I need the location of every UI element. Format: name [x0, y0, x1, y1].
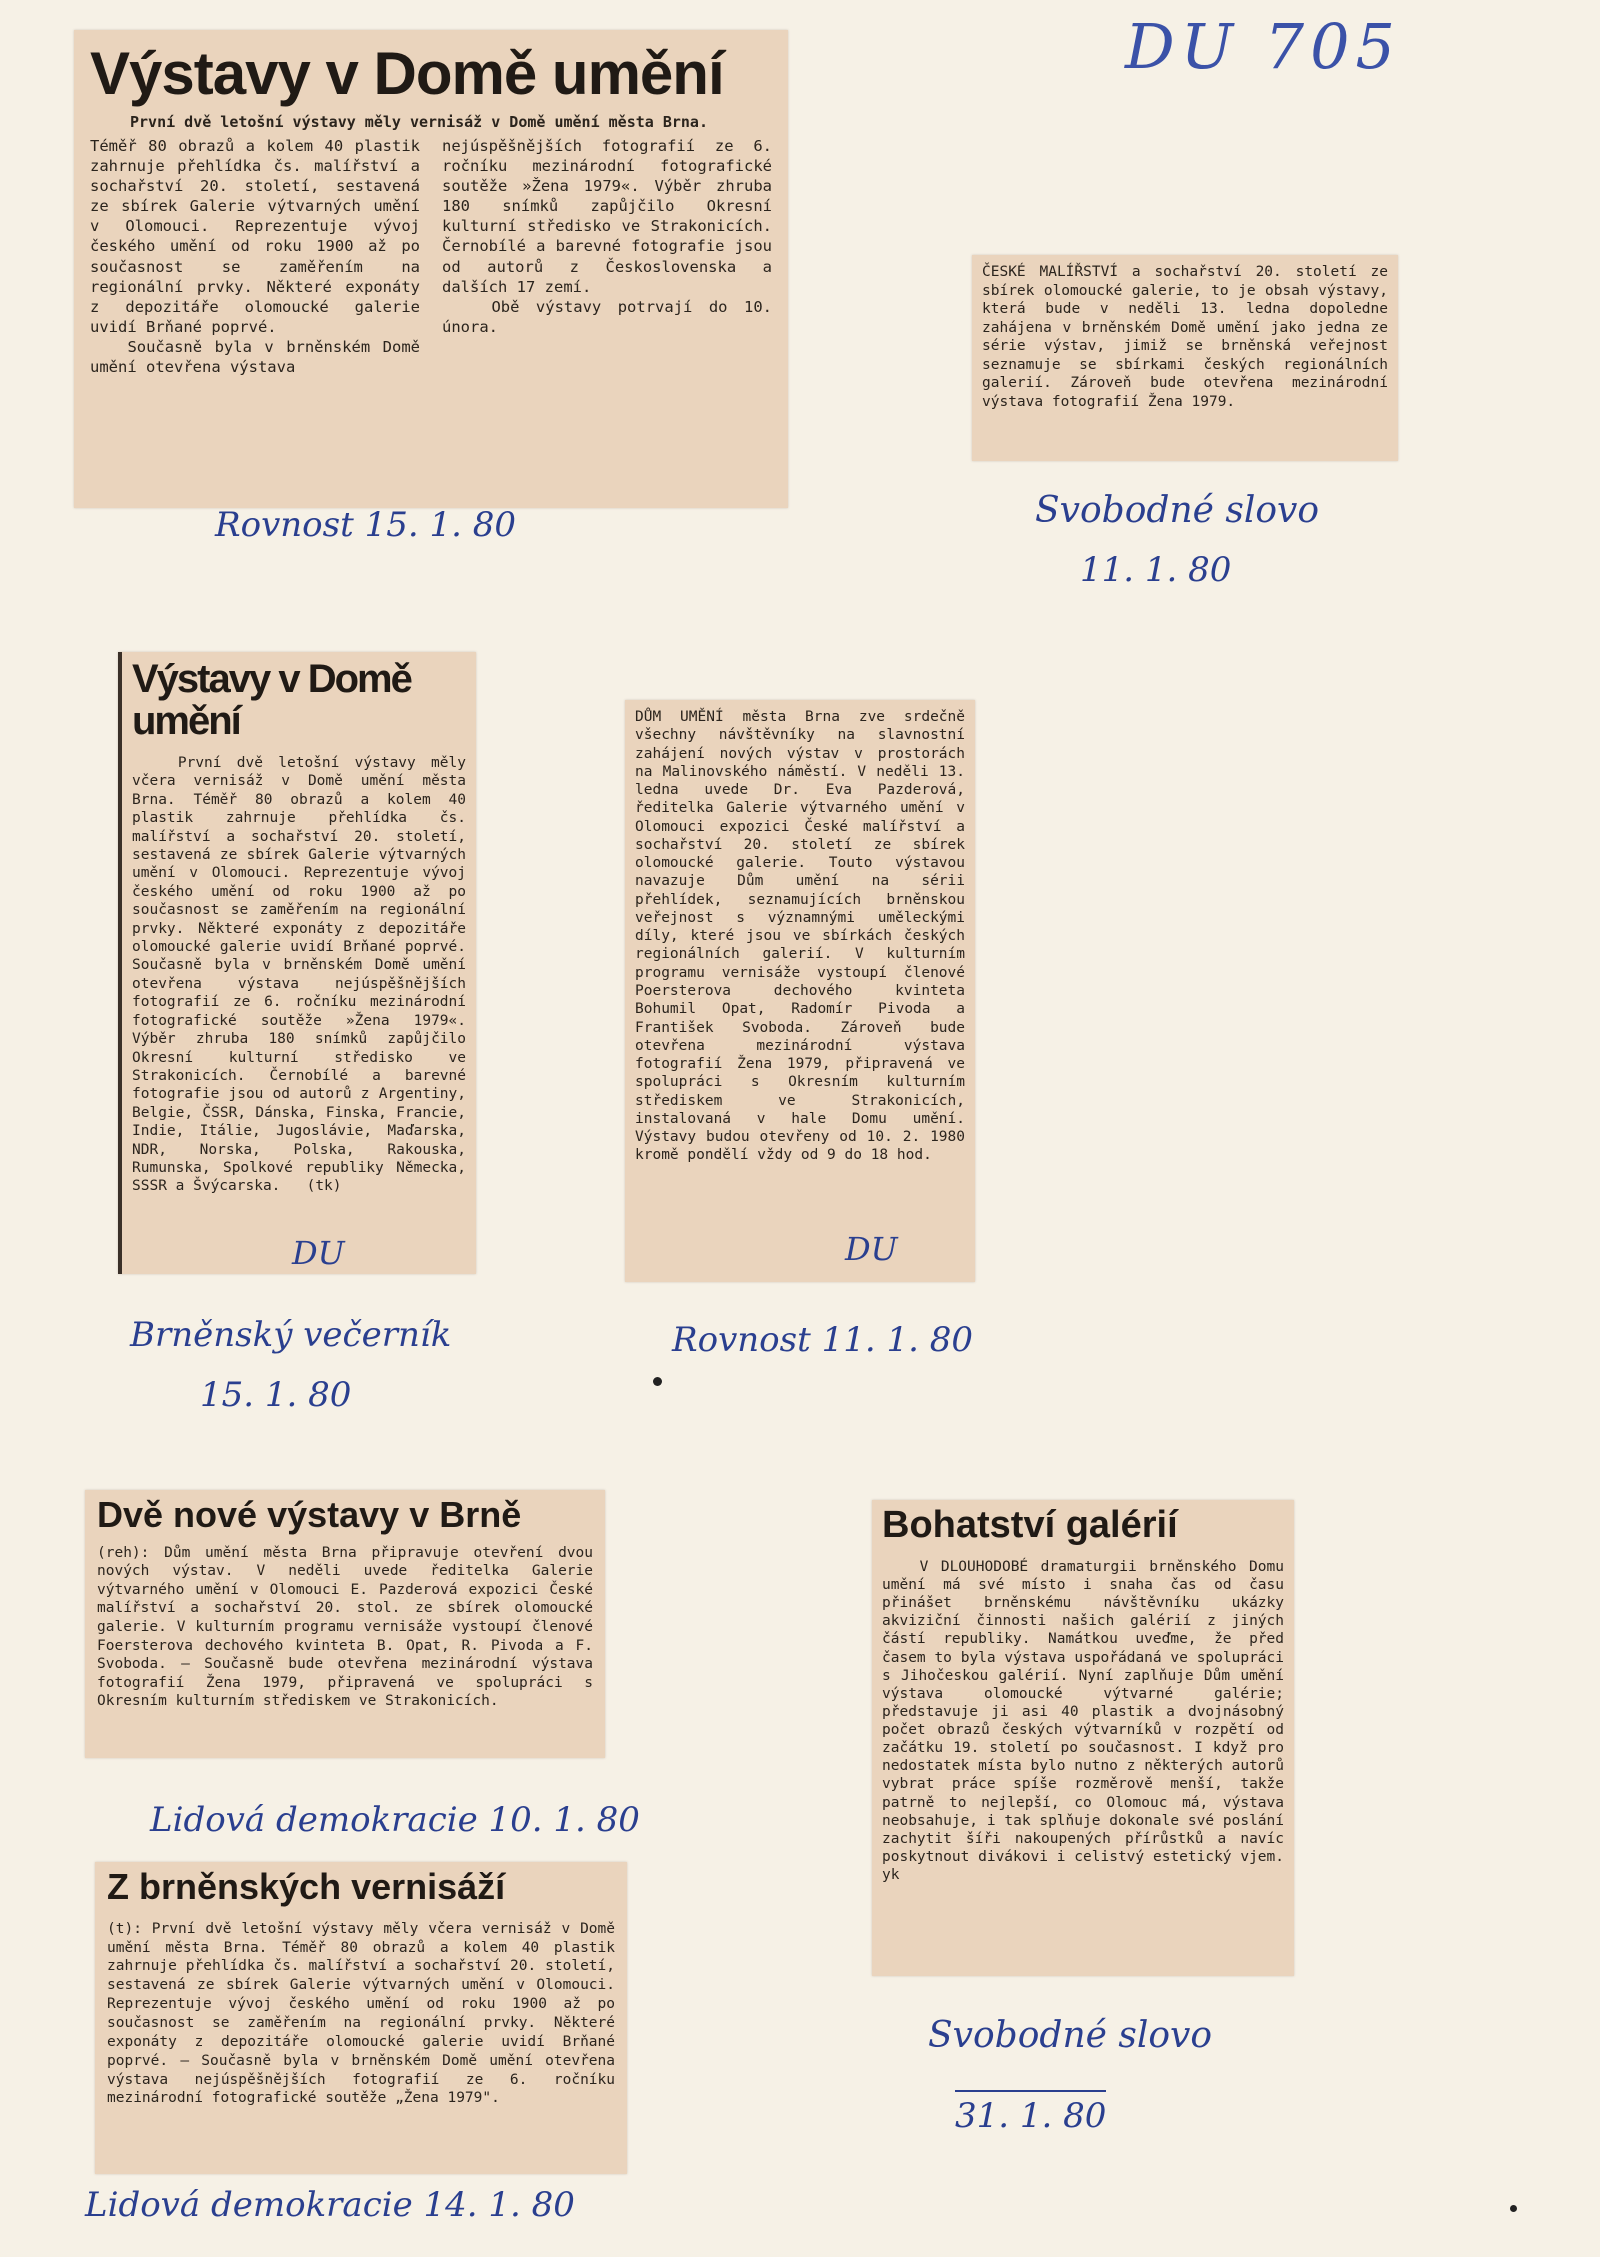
- handwritten-initials: DU: [292, 1234, 345, 1272]
- clipping-column-2: nejúspěšnějších fotografií ze 6. ročníku mezinárodní fotografické soutěže »Žena 1979«. Výběr zhruba 180 snímků zapůjčilo Okresní kulturní středisko ve Strakonicích. Černobílé a barevné fotografie jsou od autorů z Československa a dalších 17 zemí. Obě výstavy potrvají do 10. února.: [442, 136, 772, 337]
- clipping-headline: Výstavy v Domě umění: [90, 40, 724, 107]
- handwritten-source-note: Rovnost 15. 1. 80: [215, 505, 516, 545]
- paper-mark: [1510, 2205, 1517, 2212]
- handwritten-initials: DU: [845, 1230, 898, 1268]
- clipping-rovnost-15-1: [74, 30, 788, 508]
- handwritten-date-note: 31. 1. 80: [955, 2090, 1106, 2136]
- handwritten-source-note: Lidová demokracie 14. 1. 80: [85, 2185, 575, 2225]
- clipping-text: ČESKÉ MALÍŘSTVÍ a sochařství 20. století ze sbírek olomoucké galerie, to je obsah výstavy, která bude v neděli 13. ledna dopoledne zahájena v brněnském Domě umění jako jedna ze série výstav, jimiž se brněnská veřejnost seznamuje se sbírkami českých regionálních galerií. Zároveň bude otevřena mezinárodní výstava fotografií Žena 1979.: [982, 264, 1397, 410]
- handwritten-date-note: 11. 1. 80: [1080, 550, 1232, 590]
- clipping-text: (reh): Dům umění města Brna připravuje otevření dvou nových výstav. V neděli uvede ředitelka Galerie výtvarného umění v Olomouci E. Pazderová expozici České malířství a sochařství 20. stol. ze sbírek olomoucké galerie. V kulturním programu vernisáže vystoupí členové Foersterova dechového kvinteta B. Opat, R. Pivoda a F. Svoboda. — Současně bude otevřena mezinárodní výstava fotografií Žena 1979, připravená ve spolupráci s Okresním kulturním střediskem ve Strakonicích.: [97, 1544, 602, 1710]
- handwritten-source-note: Brněnský večerník: [130, 1315, 452, 1355]
- clipping-headline: Z brněnských vernisáží: [107, 1866, 506, 1907]
- clipping-text: První dvě letošní výstavy měly včera vernisáž v Domě umění města Brna. Téměř 80 obrazů a kolem 40 plastik zahrnuje přehlídka čs. malířství a sochařství 20. století, sestavená ze sbírek Galerie výtvarných umění v Olomouci. Reprezentuje vývoj českého umění od roku 1900 až po současnost se zaměřením na regionální prvky. Některé exponáty z depozitáře olomoucké galerie uvidí Brňané poprvé. Současně byla v brněnském Domě umění otevřena výstava nejúspěšnějších fotografií ze 6. ročníku mezinárodní fotografické soutěže »Žena 1979«. Výběr zhruba 180 snímků zapůjčilo Okresní kulturní středisko ve Strakonicích. Černobílé a barevné fotografie jsou od autorů z Argentiny, Belgie, ČSSR, Dánska, Finska, Francie, Indie, Itálie, Jugoslávie, Maďarska, NDR, Norska, Polska, Rakouska, Rumunska, Spolkové republiky Německa, SSSR a Švýcarska. (tk): [132, 755, 475, 1195]
- paper-mark: [653, 1377, 662, 1386]
- clipping-svobodne-slovo-31-1: [872, 1500, 1311, 1976]
- clipping-text: DŮM UMĚNÍ města Brna zve srdečně všechny návštěvníky na slavnostní zahájení nových výstav v prostorách na Malinovského náměstí. V neděli 13. ledna uvede Dr. Eva Pazderová, ředitelka Galerie výtvarného umění v Olomouci expozici České malířství a sochařství 20. století ze sbírek olomoucké galerie. Touto výstavou navazuje Dům umění na sérii přehlídek, seznamujících brněnskou veřejnost s významnými uměleckými díly, které jsou ve sbírkách českých regionálních galerií. V kulturním programu vernisáže vystoupí členové Poersterova dechového kvinteta Bohumil Opat, Radomír Pivoda a František Svoboda. Zároveň bude otevřena mezinárodní výstava fotografií Žena 1979, připravená ve spolupráci s Okresním kulturním střediskem ve Strakonicích, instalovaná v hale Domu umění. Výstavy budou otevřeny od 10. 2. 1980 kromě pondělí vždy od 9 do 18 hod.: [635, 709, 974, 1164]
- clipping-column-1: Téměř 80 obrazů a kolem 40 plastik zahrnuje přehlídka čs. malířství a sochařství 20. století, sestavená ze sbírek Galerie výtvarných umění v Olomouci. Reprezentuje vývoj českého umění od roku 1900 až po současnost se zaměřením na regionální prvky. Některé exponáty z depozitáře olomoucké galerie uvidí Brňané poprvé. Současně byla v brněnském Domě umění otevřena výstava: [90, 136, 420, 377]
- clipping-headline: Výstavy v Domě umění: [132, 657, 411, 743]
- clipping-svobodne-slovo-11-1: [972, 255, 1398, 461]
- clipping-text: V DLOUHODOBÉ dramaturgii brněnského Domu umění má své místo i snaha čas od času přinášet brněnskému návštěvníku ukázky akviziční činnosti našich galérií z jiných částí republiky. Namátkou uveďme, že před časem to byla výstava uspořádaná ve spolupráci s Jihočeskou galérií. Nyní zaplňuje Dům umění výstava olomoucké výtvarné galérie; představuje ji asi 40 plastik a dvojnásobný počet obrazů českých výtvarníků v rozpětí od začátku 19. století po současnost. I když pro nedostatek místa bylo nutno z některých autorů vybrat práce spíše rozměrově menší, takže patrně to nejlepší, co Olomouc má, výstava neobsahuje, i tak splňuje dokonale své poslání zachytit šíři nakoupených přírůstků a navíc poskytnout divákovi i celistvý estetický vjem. yk: [882, 1558, 1311, 1884]
- clipping-lidova-demokracie-10-1: [85, 1490, 605, 1758]
- clipping-rovnost-11-1: [625, 700, 975, 1282]
- handwritten-source-note: Svobodné slovo: [928, 2015, 1213, 2056]
- clipping-lead: První dvě letošní výstavy měly vernisáž v Domě umění města Brna.: [130, 113, 708, 131]
- clipping-columns: [90, 136, 772, 378]
- handwritten-source-note: Lidová demokracie 10. 1. 80: [150, 1800, 640, 1840]
- clipping-headline: Bohatství galérií: [882, 1504, 1178, 1546]
- clipping-headline: Dvě nové výstavy v Brně: [97, 1494, 522, 1535]
- handwritten-date-note: 15. 1. 80: [200, 1375, 352, 1415]
- clipping-lidova-demokracie-14-1: [95, 1862, 627, 2174]
- archive-mark: DU 705: [1125, 10, 1402, 83]
- handwritten-source-note: Rovnost 11. 1. 80: [672, 1320, 973, 1360]
- clipping-brnensky-vecernik: [118, 652, 476, 1274]
- handwritten-source-note: Svobodné slovo: [1035, 490, 1320, 531]
- clipping-text: (t): První dvě letošní výstavy měly včera vernisáž v Domě umění města Brna. Téměř 80 obrazů a kolem 40 plastik zahrnuje přehlídka čs. malířství a sochařství 20. století, sestavená ze sbírek Galerie výtvarných umění v Olomouci. Reprezentuje vývoj českého umění od roku 1900 až po současnost se zaměřením na regionální prvky. Některé exponáty z depozitáře olomoucké galerie uvidí Brňané poprvé. — Současně byla v brněnském Domě umění otevřena výstava nejúspěšnějších fotografií ze 6. ročníku mezinárodní fotografické soutěže „Žena 1979".: [107, 1920, 624, 2107]
